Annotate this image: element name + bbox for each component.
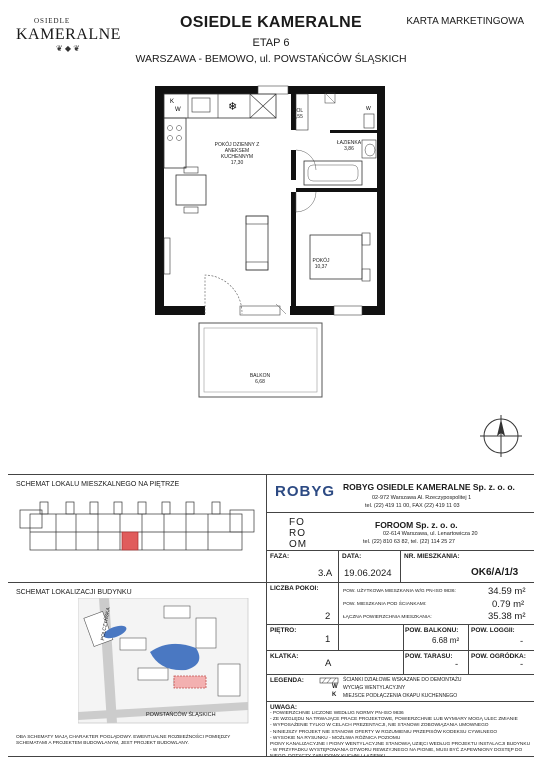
bed: [310, 235, 362, 279]
bathtub: [304, 161, 362, 185]
kitchen-counter: [164, 94, 276, 118]
foroom-logo: FO RO OM: [289, 517, 308, 550]
area-total-value: 35.38 m²: [488, 611, 526, 622]
unit-number-label: NR. MIESZKANIA:: [404, 553, 460, 560]
balcony-door-opening: [240, 306, 280, 315]
building-location-marker: [174, 676, 206, 688]
area-walls-value: 0.79 m²: [492, 599, 525, 610]
legend-item-hood: MIEJSCE PODŁĄCZENIA OKAPU KUCHENNEGO: [343, 693, 458, 699]
garden-area-value: -: [520, 659, 524, 670]
page-title: OSIEDLE KAMERALNE: [180, 14, 362, 31]
hob-icon: [168, 126, 173, 131]
legend-item-demolition: ŚCIANKI DZIAŁOWE WSKAZANE DO DEMONTAŻU: [343, 677, 462, 683]
sink-icon: [192, 98, 210, 112]
bath-door-swing: [296, 150, 316, 170]
stage-label: ETAP 6: [252, 37, 290, 49]
developer-phone: tel. (22) 419 11 00, FAX (22) 419 11 03: [365, 503, 460, 509]
unit-number-value: OK6/A/1/3: [471, 567, 519, 578]
toilet: [364, 114, 374, 128]
fridge-icon: ❄: [228, 100, 238, 113]
legend-k-symbol: K: [332, 692, 337, 698]
bedroom-door-swing: [296, 192, 316, 212]
outer-walls: [155, 86, 385, 315]
designer-phone: tel. (22) 810 63 82, tel. (22) 114 25 27: [363, 539, 455, 545]
legend-w-symbol: W: [332, 684, 338, 690]
legend-title: LEGENDA:: [270, 677, 304, 684]
balcony-area-label: POW. BALKONU:: [405, 627, 459, 634]
card-label: KARTA MARKETINGOWA: [406, 16, 524, 27]
room-label-hall: HOL 2,55: [292, 108, 304, 120]
area-total-label: ŁĄCZNA POWIERZCHNIA MIESZKANIA:: [343, 615, 432, 620]
street-label-1: POLCZYŃSKA: [100, 606, 112, 642]
phase-value: 3.A: [318, 568, 333, 579]
floor-value: 1: [325, 634, 331, 645]
room-label-bedroom: POKÓJ 10,37: [312, 258, 330, 270]
terrace-area-label: POW. TARASU:: [405, 653, 453, 660]
loggia-area-label: POW. LOGGII:: [471, 627, 515, 634]
phase-label: FAZA:: [270, 553, 290, 560]
logo-main-text: KAMERALNE: [16, 26, 121, 43]
legend-item-ventilation: WYCIĄG WENTYLACYJNY: [343, 685, 406, 691]
kitchen-hood-k-icon: K: [170, 99, 175, 105]
logo-top-text: OSIEDLE: [34, 17, 71, 25]
date-value: 19.06.2024: [344, 568, 392, 579]
window-top: [258, 86, 288, 94]
kitchen-hood-w-icon: W: [175, 107, 181, 113]
washbasin: [362, 140, 376, 158]
floor-scheme-title: SCHEMAT LOKALU MIESZKALNEGO NA PIĘTRZE: [16, 481, 180, 488]
loggia-area-value: -: [520, 636, 524, 647]
developer-address: 02-972 Warszawa Al. Rzeczypospolitej 1: [372, 495, 472, 501]
stairwell-label: KLATKA:: [270, 653, 299, 660]
rooms-count-value: 2: [325, 611, 331, 622]
window-bedroom: [334, 306, 362, 315]
date-label: DATA:: [342, 553, 362, 560]
svg-text:W: W: [366, 106, 371, 112]
designer-name: FOROOM Sp. z. o. o.: [375, 520, 458, 530]
robyg-logo: ROBYG: [275, 483, 336, 500]
address-label: WARSZAWA - BEMOWO, ul. POWSTAŃCÓW ŚLĄSKICH: [135, 53, 407, 65]
area-usable-label: POW. UŻYTKOWA MIESZKANIA W/G PN-ISO 9836:: [343, 589, 456, 594]
notes-list: - POWIERZCHNIE LICZONE WEDŁUG NORMY PN-ISO 9836 - ZE WZGLĘDU NA TRWAJĄCE PRACE PROJEKTOWE, POWIERZCHNIE LUB WYMIARY MOGĄ ULEC ZMIANIE - WYPOSAŻENIE TYLKO W CELACH PREZENTACJI, NIE STANOWI ZOBOWIĄZANIA UMOWNEGO - NINIEJSZY PROJEKT NIE STANOWI OFERTY W ROZUMIENIU PRZEPISÓW KODEKSU CYWILNEGO - WYSOKIE NA RYSUNKU - MOŻLIWA RÓŻNICA POZIOMU PIONY KANALIZACYJNE I PIONY WENTYLACYJNE STANOWIĄ UZIĘCI WEDŁUG PROJEKTU INSTALACJI BUDYNKU - W PRZYPADKU WYSTĘPOWANIA OTWORU REWIZYJNEGO NA PIONIE, MUSI BYĆ ZAPEWNIONY DOSTĘP DO NIEGO. DOTYCZY ZABUDOWY KUCHNI I ŁAZIENKI: [270, 711, 531, 760]
developer-name: ROBYG OSIEDLE KAMERALNE Sp. z. o. o.: [343, 482, 515, 492]
garden-area-label: POW. OGRÓDKA:: [471, 653, 526, 660]
schemes-disclaimer: OBA SCHEMATY MAJĄ CHARAKTER POGLĄDOWY. EWENTUALNE ROZBIEŻNOŚCI POMIĘDZY SCHEMATAMI A PROJEKTEM BUDOWLANYM, JEST PROJEKT BUDOWLANY.: [16, 735, 231, 747]
balcony-door-swing: [205, 275, 242, 314]
area-usable-value: 34.59 m²: [488, 586, 526, 597]
marked-unit: [122, 532, 138, 550]
floor-label: PIĘTRO:: [270, 627, 297, 634]
terrace-area-value: -: [455, 659, 459, 670]
notes-title: UWAGA:: [270, 704, 298, 711]
balcony-outline: [199, 323, 322, 397]
stairwell-value: A: [325, 658, 332, 669]
room-label-balcony: BALKON 6,68: [249, 373, 271, 385]
area-walls-label: POW. MIESZKANIA POD ŚCIANKAMI:: [343, 602, 427, 607]
location-scheme-title: SCHEMAT LOKALIZACJI BUDYNKU: [16, 589, 132, 596]
street-label-2: POWSTAŃCÓW ŚLĄSKICH: [146, 712, 216, 718]
logo-ornament-icon: ❦ ◆ ❦: [56, 44, 81, 53]
rooms-count-label: LICZBA POKOI:: [270, 585, 319, 592]
balcony-area-value: 6.68 m²: [432, 636, 460, 645]
designer-address: 02-614 Warszawa, ul. Lenartowicza 20: [383, 531, 478, 537]
tv-unit: [164, 238, 170, 274]
dining-table: [176, 175, 206, 205]
floor-scheme-drawing: [16, 490, 261, 570]
room-label-living: POKÓJ DZIENNY Z ANEKSEM KUCHENNYM 17,30: [214, 142, 260, 166]
room-label-bath: ŁAZIENKA 3,86: [336, 140, 362, 152]
kitchen-side-counter: [164, 118, 186, 168]
north-arrow-icon: [480, 415, 522, 457]
